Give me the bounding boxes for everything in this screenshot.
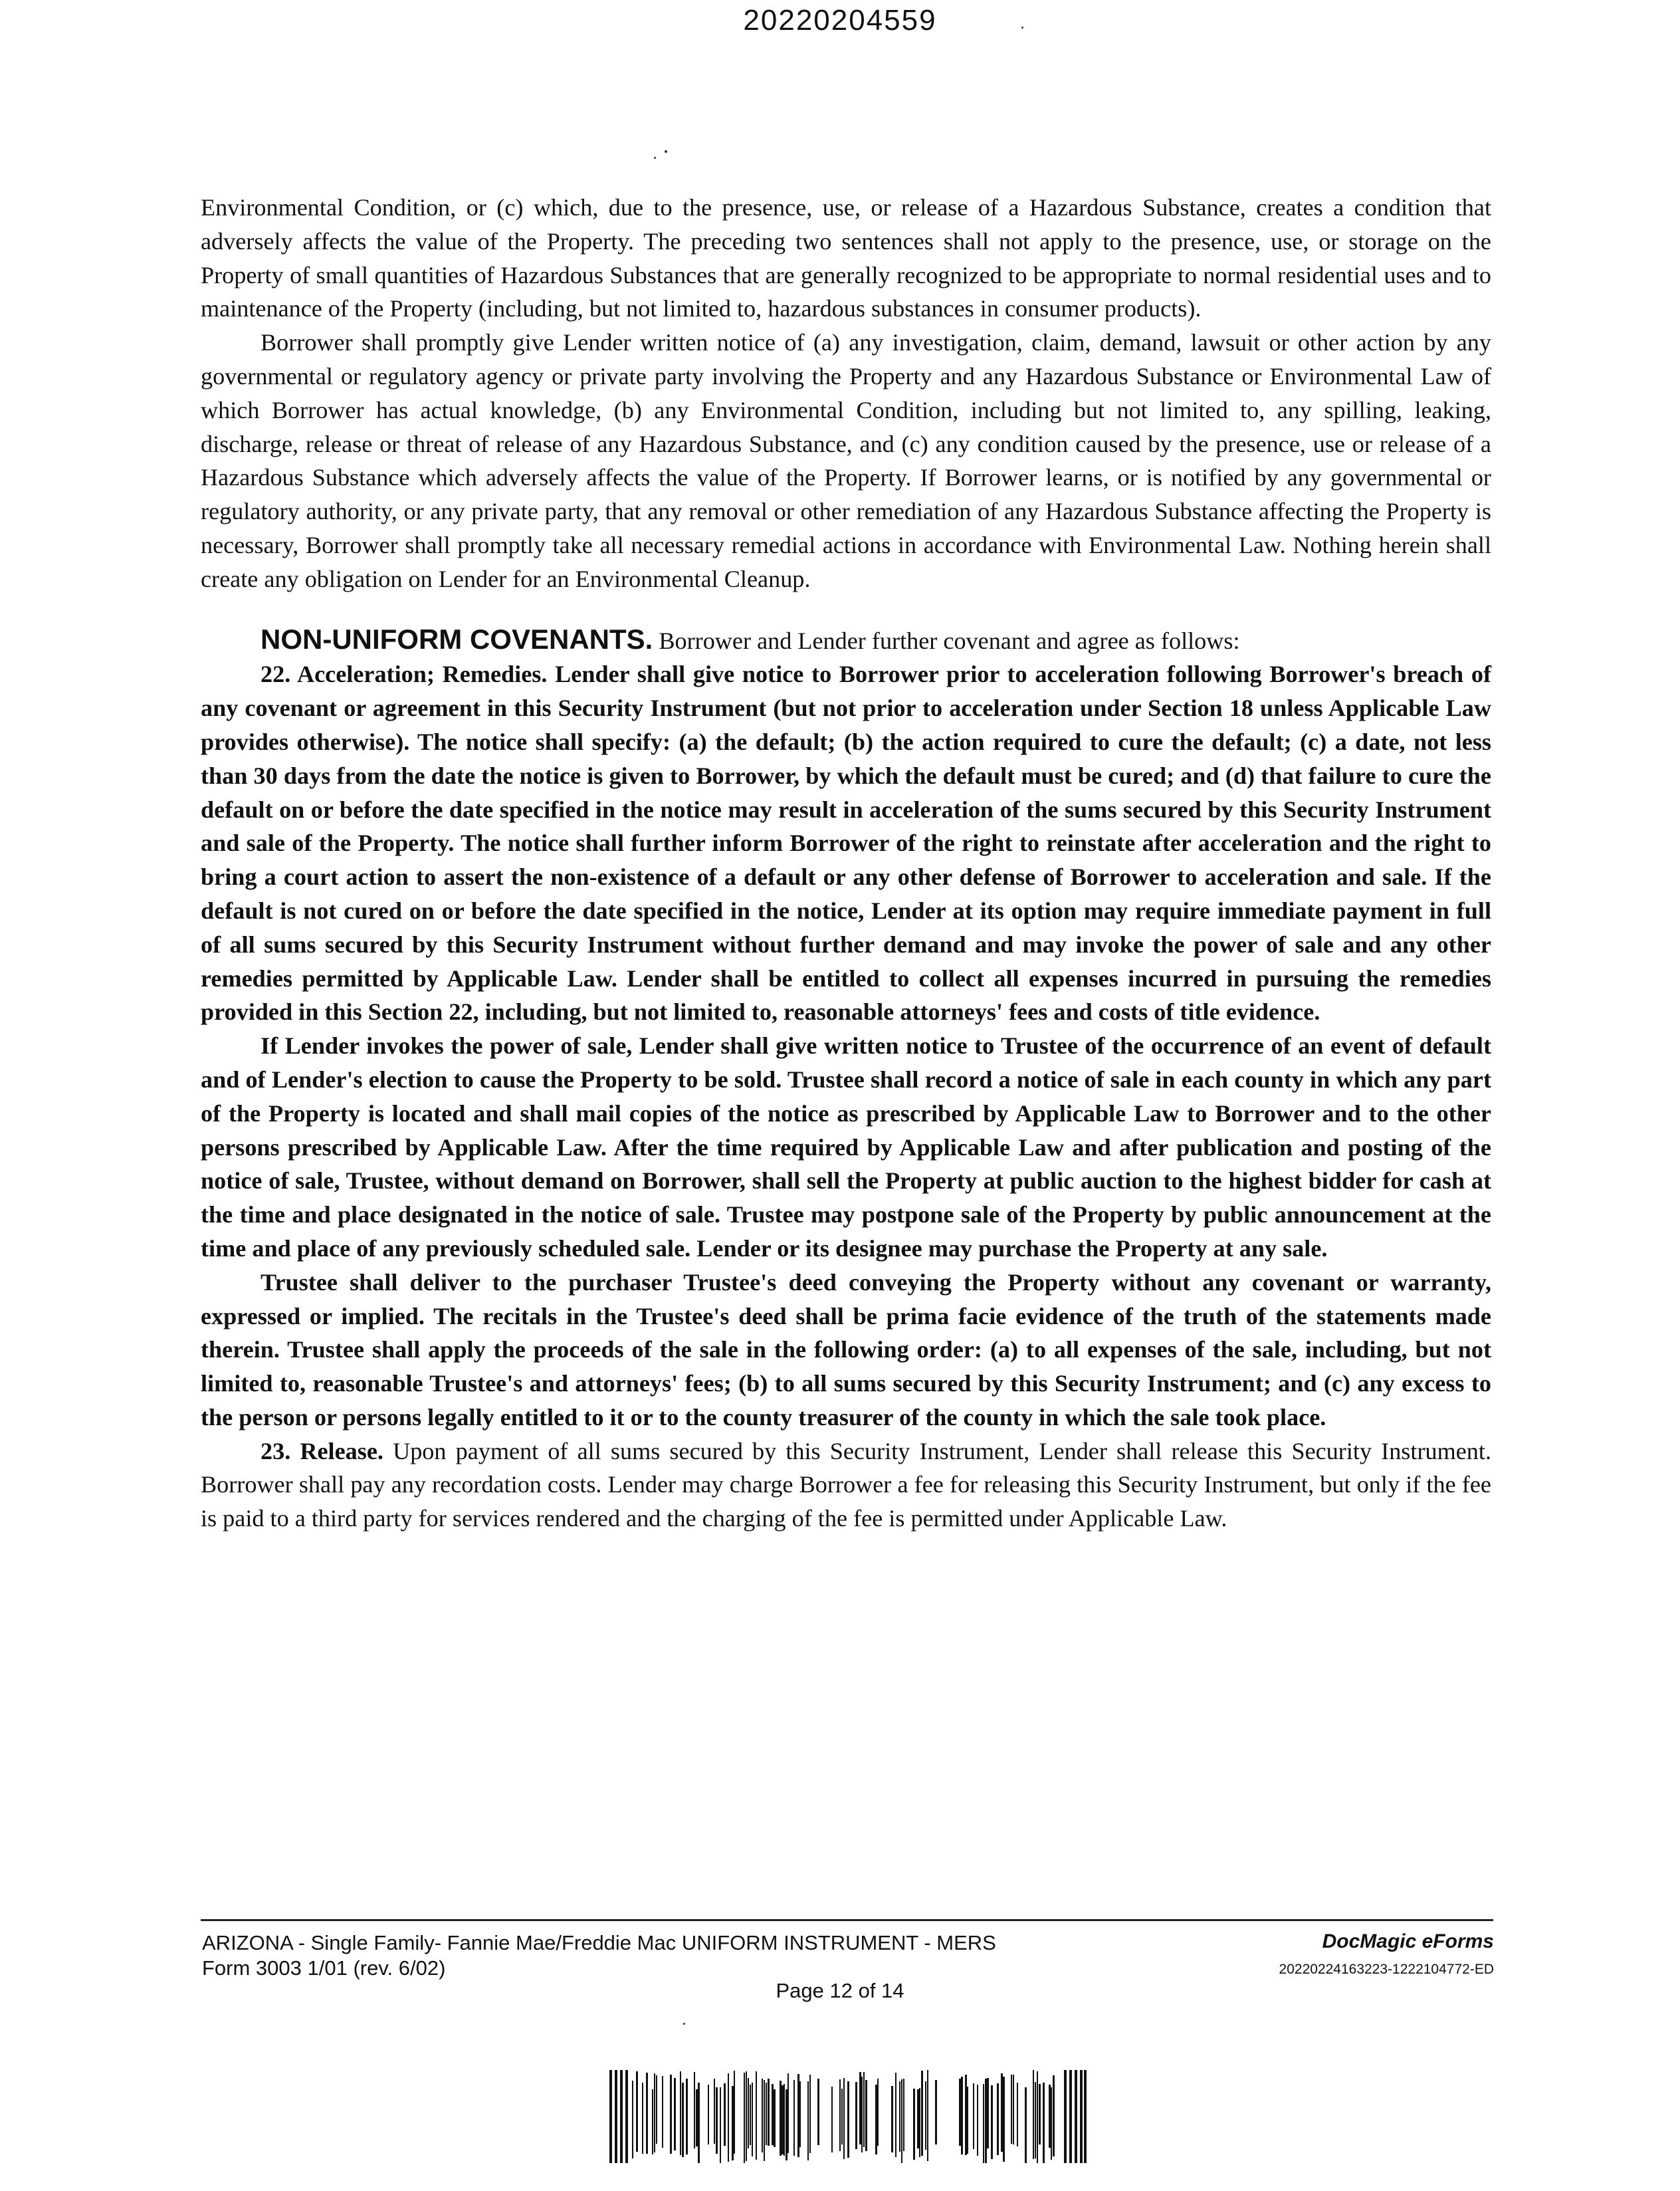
paragraph-environmental-condition: Environmental Condition, or (c) which, due to the presence, use, or release of a Hazardous Substance, creates a condition that adversely affects the value of the Property. The preceding two sentences shall not apply to the presence, use, or storage on the Property of small quantities of Hazardous Substances that are generally recognized to be appropriate to normal residential uses and to maintenance of the Property (including, but not limited to, hazardous substances in consumer products). [201, 194, 1491, 322]
scan-speck [1021, 27, 1023, 29]
paragraph-trustee-deed: Trustee shall deliver to the purchaser Trustee's deed conveying the Property without any covenant or warranty, expressed or implied. The recitals in the Trustee's deed shall be prima facie evidence of the truth of the statements made therein. Trustee shall apply the proceeds of the sale in the following order: (a) to all expenses of the sale, including, but not limited to, reasonable Trustee's and attorneys' fees; (b) to all sums secured by this Security Instrument; and (c) any excess to the person or persons legally entitled to it or to the county treasurer of the county in which the sale took place. [201, 1268, 1491, 1431]
form-number: Form 3003 1/01 (rev. 6/02) [202, 1956, 446, 1980]
section-22-title: 22. Acceleration; Remedies. [261, 661, 548, 688]
paragraph-borrower-notice: Borrower shall promptly give Lender written notice of (a) any investigation, claim, demand, lawsuit or other action by any governmental or regulatory agency or private party involving the Property and any Hazardous Substance or Environmental Law of which Borrower has actual knowledge, (b) any Environmental Condition, including but not limited to, any spilling, leaking, discharge, release or threat of release of any Hazardous Substance, and (c) any condition caused by the presence, use or release of a Hazardous Substance which adversely affects the value of the Property. If Borrower learns, or is notified by any governmental or regulatory authority, or any private party, that any removal or other remediation of any Hazardous Substance affecting the Property is necessary, Borrower shall promptly take all necessary remedial actions in accordance with Environmental Law. Nothing herein shall create any obligation on Lender for an Environmental Cleanup. [201, 329, 1491, 592]
document-code: 20220224163223-1222104772-ED [1279, 1962, 1494, 1977]
paragraph-power-of-sale: If Lender invokes the power of sale, Lender shall give written notice to Trustee of the occurrence of an event of default and of Lender's election to cause the Property to be sold. Trustee shall record a notice of sale in each county in which any part of the Property is located and shall mail copies of the notice as prescribed by Applicable Law to Borrower and to the other persons prescribed by Applicable Law. After the time required by Applicable Law and after publication and posting of the notice of sale, Trustee, without demand on Borrower, shall sell the Property at public auction to the highest bidder for cash at the time and place designated in the notice of sale. Trustee may postpone sale of the Property by public announcement at the time and place of any previously scheduled sale. Lender or its designee may purchase the Property at any sale. [201, 1032, 1491, 1262]
document-number: 20220204559 [743, 4, 937, 37]
section-22-text: Lender shall give notice to Borrower prior to acceleration following Borrower's breach of any covenant or agreement in this Security Instrument (but not prior to acceleration under Section 18 unless Applicable Law provides otherwise). The notice shall specify: (a) the default; (b) the action required to cure the default; (c) a date, not less than 30 days from the date the notice is given to Borrower, by which the default must be cured; and (d) that failure to cure the default on or before the date specified in the notice may result in acceleration of the sums secured by this Security Instrument and sale of the Property. The notice shall further inform Borrower of the right to reinstate after acceleration and the right to bring a court action to assert the non-existence of a default or any other defense of Borrower to acceleration and sale. If the default is not cured on or before the date specified in the notice, Lender at its option may require immediate payment in full of all sums secured by this Security Instrument without further demand and may invoke the power of sale and any other remedies permitted by Applicable Law. Lender shall be entitled to collect all expenses incurred in pursuing the remedies provided in this Section 22, including, but not limited to, reasonable attorneys' fees and costs of title evidence. [201, 661, 1491, 1026]
section-23-title: 23. Release. [261, 1437, 383, 1464]
barcode-image [609, 2070, 1088, 2163]
scan-speck [665, 150, 667, 153]
non-uniform-covenants-text: Borrower and Lender further covenant and agree as follows: [659, 627, 1240, 654]
form-identification [202, 1930, 996, 1981]
section-22-acceleration [201, 657, 1491, 1029]
scan-speck [654, 157, 656, 159]
section-23-text: Upon payment of all sums secured by this Security Instrument, Lender shall release this Security Instrument. Borrower shall pay any recordation costs. Lender may charge Borrower a fee for releasing this Security Instrument, but only if the fee is paid to a third party for services rendered and the charging of the fee is permitted under Applicable Law. [201, 1437, 1491, 1532]
docmagic-logo: DocMagic eForms [1322, 1930, 1494, 1952]
scan-speck [683, 2023, 685, 2025]
paragraph-non-uniform-covenants [201, 623, 1491, 658]
footer-divider [201, 1919, 1493, 1921]
section-23-release [201, 1435, 1491, 1536]
form-title: ARIZONA - Single Family- Fannie Mae/Freddie Mac UNIFORM INSTRUMENT - MERS [202, 1931, 996, 1954]
page-number: Page 12 of 14 [776, 1979, 904, 2002]
non-uniform-covenants-heading: NON-UNIFORM COVENANTS. [261, 623, 653, 655]
document-body [201, 191, 1491, 1536]
